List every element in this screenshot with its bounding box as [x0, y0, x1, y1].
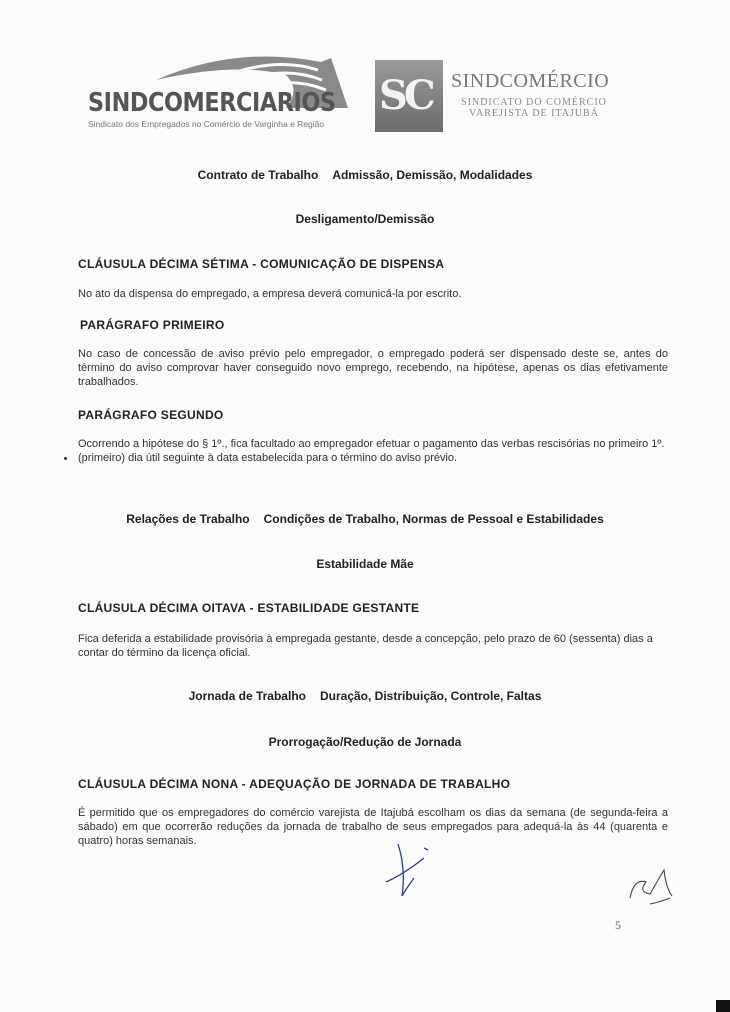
scan-edge-mark [716, 1000, 730, 1012]
clause-19-text: É permitido que os empregadores do comércio varejista de Itajubá escolham os dias da semana (de segunda-feira a sábado) em que ocorrerão reduções da jornada de trabalho de seus empregados para adequá-la às 44 (quarenta e quatro) horas semanais. [78, 807, 668, 847]
section-2-subgroup: Condições de Trabalho, Normas de Pessoal e Estabilidades [263, 512, 604, 526]
clause-18-text: Fica deferida a estabilidade provisória à empregada gestante, desde a concepção, pelo prazo de 60 (sessenta) dias a contar do término da licença oficial. [78, 633, 653, 659]
left-logo-brand: SINDCOMERCIARIOS [88, 88, 336, 118]
paragraph-2-title: PARÁGRAFO SEGUNDO [78, 408, 224, 422]
page-number: 5 [615, 918, 621, 932]
right-logo-name: SINDCOMÉRCIO [451, 70, 610, 92]
right-logo-subtitle-1: SINDICATO DO COMÉRCIO [461, 97, 607, 108]
section-3-subgroup: Duração, Distribuição, Controle, Faltas [319, 689, 542, 703]
section-1-group: Contrato de Trabalho [197, 168, 319, 182]
paragraph-2-text: Ocorrendo a hipótese do § 1º., fica facultado ao empregador efetuar o pagamento das verbas rescisórias no primeiro 1º. (primeiro) dia útil seguinte à data estabelecida para o término do aviso prévio. [78, 438, 665, 464]
section-2-group: Relações de Trabalho [126, 512, 250, 526]
left-logo-tagline: Sindicato dos Empregados no Comércio de Varginha e Região [88, 119, 325, 129]
section-3-group: Jornada de Trabalho [188, 689, 306, 703]
sc-logo-text: SC [379, 72, 432, 119]
scan-speck [64, 457, 67, 460]
section-2-topic: Estabilidade Mãe [316, 557, 414, 571]
section-3-heading [0, 689, 730, 703]
sindcomercio-logo [375, 60, 635, 138]
signature-initials-1 [378, 838, 438, 900]
section-2-heading [0, 512, 730, 526]
clause-17-text: No ato da dispensa do empregado, a empresa deverá comunicá-la por escrito. [78, 288, 462, 300]
section-1-subgroup: Admissão, Demissão, Modalidades [332, 168, 533, 182]
section-3-topic: Prorrogação/Redução de Jornada [268, 735, 462, 749]
clause-18-title: CLÁUSULA DÉCIMA OITAVA - ESTABILIDADE GESTANTE [78, 601, 420, 615]
paragraph-1-title: PARÁGRAFO PRIMEIRO [80, 318, 225, 332]
section-1-topic: Desligamento/Demissão [295, 212, 435, 226]
right-logo-subtitle-2: VAREJISTA DE ITAJUBÁ [469, 108, 599, 119]
sindcomerciarios-logo [86, 50, 356, 132]
sc-logo-mark [375, 60, 443, 132]
signature-initials-2 [620, 858, 690, 910]
section-1-heading [0, 168, 730, 182]
clause-17-title: CLÁUSULA DÉCIMA SÉTIMA - COMUNICAÇÃO DE DISPENSA [78, 257, 445, 271]
clause-19-title: CLÁUSULA DÉCIMA NONA - ADEQUAÇÃO DE JORNADA DE TRABALHO [78, 777, 511, 791]
paragraph-1-text: No caso de concessão de aviso prévio pelo empregador, o empregado poderá ser dispensado deste se, antes do término do aviso comprovar haver conseguido novo emprego, recebendo, na hipótese, apenas os dias efetivamente trabalhados. [78, 348, 668, 388]
